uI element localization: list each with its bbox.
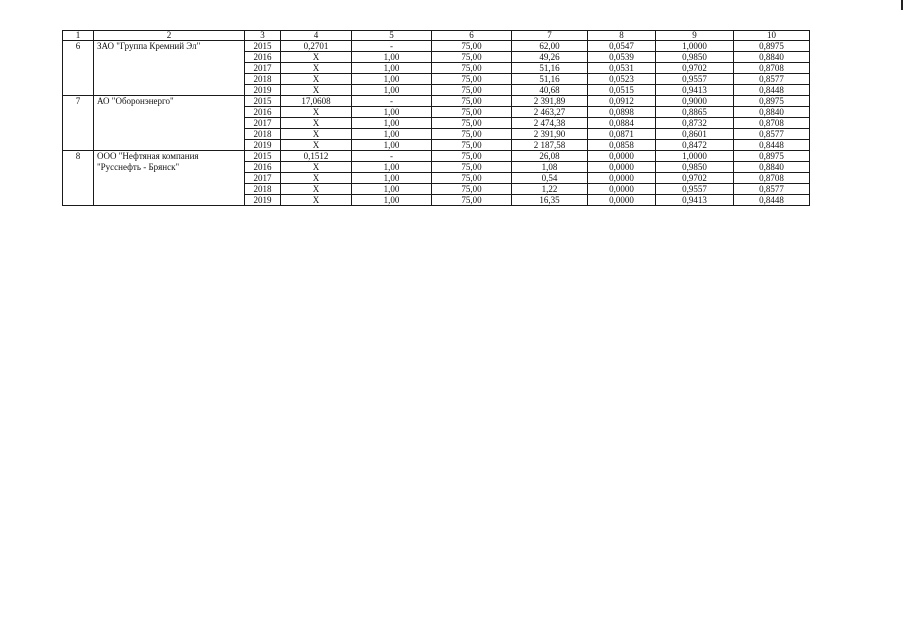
tariff-table [62,30,810,206]
value-cell: 0,8975 [734,96,810,107]
value-cell: 1,08 [512,162,588,173]
year-cell: 2016 [245,107,281,118]
value-cell: - [352,41,432,52]
value-cell: 0,0000 [588,162,656,173]
value-cell: 0,0858 [588,140,656,151]
value-cell: 75,00 [432,96,512,107]
value-cell: 1,00 [352,63,432,74]
value-cell: 1,0000 [656,151,734,162]
header-cell: 2 [94,31,245,41]
value-cell: Х [281,74,352,85]
value-cell: 2 391,90 [512,129,588,140]
value-cell: Х [281,52,352,63]
value-cell: Х [281,195,352,206]
value-cell: 1,00 [352,129,432,140]
value-cell: 0,8448 [734,195,810,206]
organization-name: ООО "Нефтяная компания "Русснефть - Брянск" [94,151,245,206]
value-cell: 0,8601 [656,129,734,140]
year-cell: 2017 [245,118,281,129]
value-cell: 0,9702 [656,63,734,74]
value-cell: 0,8448 [734,85,810,96]
value-cell: 75,00 [432,63,512,74]
header-row [63,31,810,41]
value-cell: 0,0000 [588,173,656,184]
value-cell: 75,00 [432,195,512,206]
value-cell: Х [281,184,352,195]
header-cell: 1 [63,31,94,41]
table-row [63,151,810,162]
value-cell: 75,00 [432,173,512,184]
value-cell: 16,35 [512,195,588,206]
value-cell: 1,00 [352,173,432,184]
value-cell: 1,00 [352,162,432,173]
value-cell: 0,0912 [588,96,656,107]
value-cell: Х [281,118,352,129]
value-cell: 0,8708 [734,63,810,74]
value-cell: Х [281,140,352,151]
value-cell: 75,00 [432,41,512,52]
value-cell: 0,8577 [734,74,810,85]
value-cell: Х [281,85,352,96]
value-cell: 49,26 [512,52,588,63]
value-cell: 75,00 [432,162,512,173]
value-cell: 0,8732 [656,118,734,129]
value-cell: 1,00 [352,107,432,118]
value-cell: 0,9000 [656,96,734,107]
value-cell: 0,8708 [734,173,810,184]
value-cell: 0,0531 [588,63,656,74]
year-cell: 2015 [245,41,281,52]
value-cell: 75,00 [432,151,512,162]
value-cell: 1,22 [512,184,588,195]
value-cell: 1,00 [352,118,432,129]
value-cell: 0,2701 [281,41,352,52]
value-cell: 75,00 [432,107,512,118]
value-cell: 26,08 [512,151,588,162]
value-cell: Х [281,162,352,173]
value-cell: 75,00 [432,52,512,63]
value-cell: 62,00 [512,41,588,52]
value-cell: 75,00 [432,129,512,140]
year-cell: 2018 [245,184,281,195]
value-cell: 17,0608 [281,96,352,107]
value-cell: 0,8840 [734,107,810,118]
value-cell: 0,8975 [734,41,810,52]
value-cell: Х [281,173,352,184]
value-cell: 0,8840 [734,52,810,63]
year-cell: 2019 [245,195,281,206]
header-cell: 10 [734,31,810,41]
header-cell: 8 [588,31,656,41]
value-cell: 0,9413 [656,85,734,96]
value-cell: 1,00 [352,195,432,206]
year-cell: 2017 [245,63,281,74]
year-cell: 2015 [245,96,281,107]
year-cell: 2017 [245,173,281,184]
value-cell: 51,16 [512,74,588,85]
value-cell: 0,8577 [734,129,810,140]
table-body [63,41,810,206]
value-cell: Х [281,63,352,74]
value-cell: 0,0000 [588,195,656,206]
value-cell: 2 187,58 [512,140,588,151]
value-cell: 1,00 [352,74,432,85]
value-cell: 75,00 [432,140,512,151]
value-cell: 1,00 [352,52,432,63]
value-cell: Х [281,129,352,140]
year-cell: 2018 [245,129,281,140]
value-cell: 2 474,38 [512,118,588,129]
value-cell: 0,0539 [588,52,656,63]
value-cell: 1,0000 [656,41,734,52]
value-cell: 0,9557 [656,74,734,85]
value-cell: 0,0515 [588,85,656,96]
value-cell: Х [281,107,352,118]
value-cell: 0,0871 [588,129,656,140]
organization-name: АО "Оборонэнерго" [94,96,245,151]
value-cell: 75,00 [432,118,512,129]
table-row [63,96,810,107]
value-cell: 1,00 [352,184,432,195]
value-cell: 2 463,27 [512,107,588,118]
value-cell: 0,0000 [588,184,656,195]
page-edge-mark [901,0,903,10]
value-cell: 0,9413 [656,195,734,206]
value-cell: 0,9850 [656,52,734,63]
value-cell: 1,00 [352,85,432,96]
value-cell: 75,00 [432,74,512,85]
table-row [63,41,810,52]
value-cell: 0,8708 [734,118,810,129]
value-cell: - [352,151,432,162]
value-cell: 0,9702 [656,173,734,184]
value-cell: 51,16 [512,63,588,74]
value-cell: - [352,96,432,107]
value-cell: 0,8865 [656,107,734,118]
value-cell: 0,0000 [588,151,656,162]
header-cell: 4 [281,31,352,41]
value-cell: 75,00 [432,184,512,195]
row-number: 7 [63,96,94,151]
value-cell: 75,00 [432,85,512,96]
value-cell: 0,1512 [281,151,352,162]
value-cell: 0,0523 [588,74,656,85]
year-cell: 2019 [245,85,281,96]
header-cell: 7 [512,31,588,41]
value-cell: 0,8448 [734,140,810,151]
value-cell: 0,0898 [588,107,656,118]
row-number: 8 [63,151,94,206]
value-cell: 0,0547 [588,41,656,52]
row-number: 6 [63,41,94,96]
year-cell: 2016 [245,162,281,173]
value-cell: 0,9557 [656,184,734,195]
year-cell: 2016 [245,52,281,63]
header-cell: 6 [432,31,512,41]
year-cell: 2018 [245,74,281,85]
value-cell: 40,68 [512,85,588,96]
value-cell: 0,8840 [734,162,810,173]
header-cell: 3 [245,31,281,41]
value-cell: 0,8975 [734,151,810,162]
value-cell: 0,0884 [588,118,656,129]
organization-name: ЗАО "Группа Кремний Эл" [94,41,245,96]
header-cell: 5 [352,31,432,41]
value-cell: 0,8472 [656,140,734,151]
value-cell: 1,00 [352,140,432,151]
year-cell: 2019 [245,140,281,151]
value-cell: 0,8577 [734,184,810,195]
year-cell: 2015 [245,151,281,162]
header-cell: 9 [656,31,734,41]
value-cell: 0,9850 [656,162,734,173]
value-cell: 0,54 [512,173,588,184]
value-cell: 2 391,89 [512,96,588,107]
